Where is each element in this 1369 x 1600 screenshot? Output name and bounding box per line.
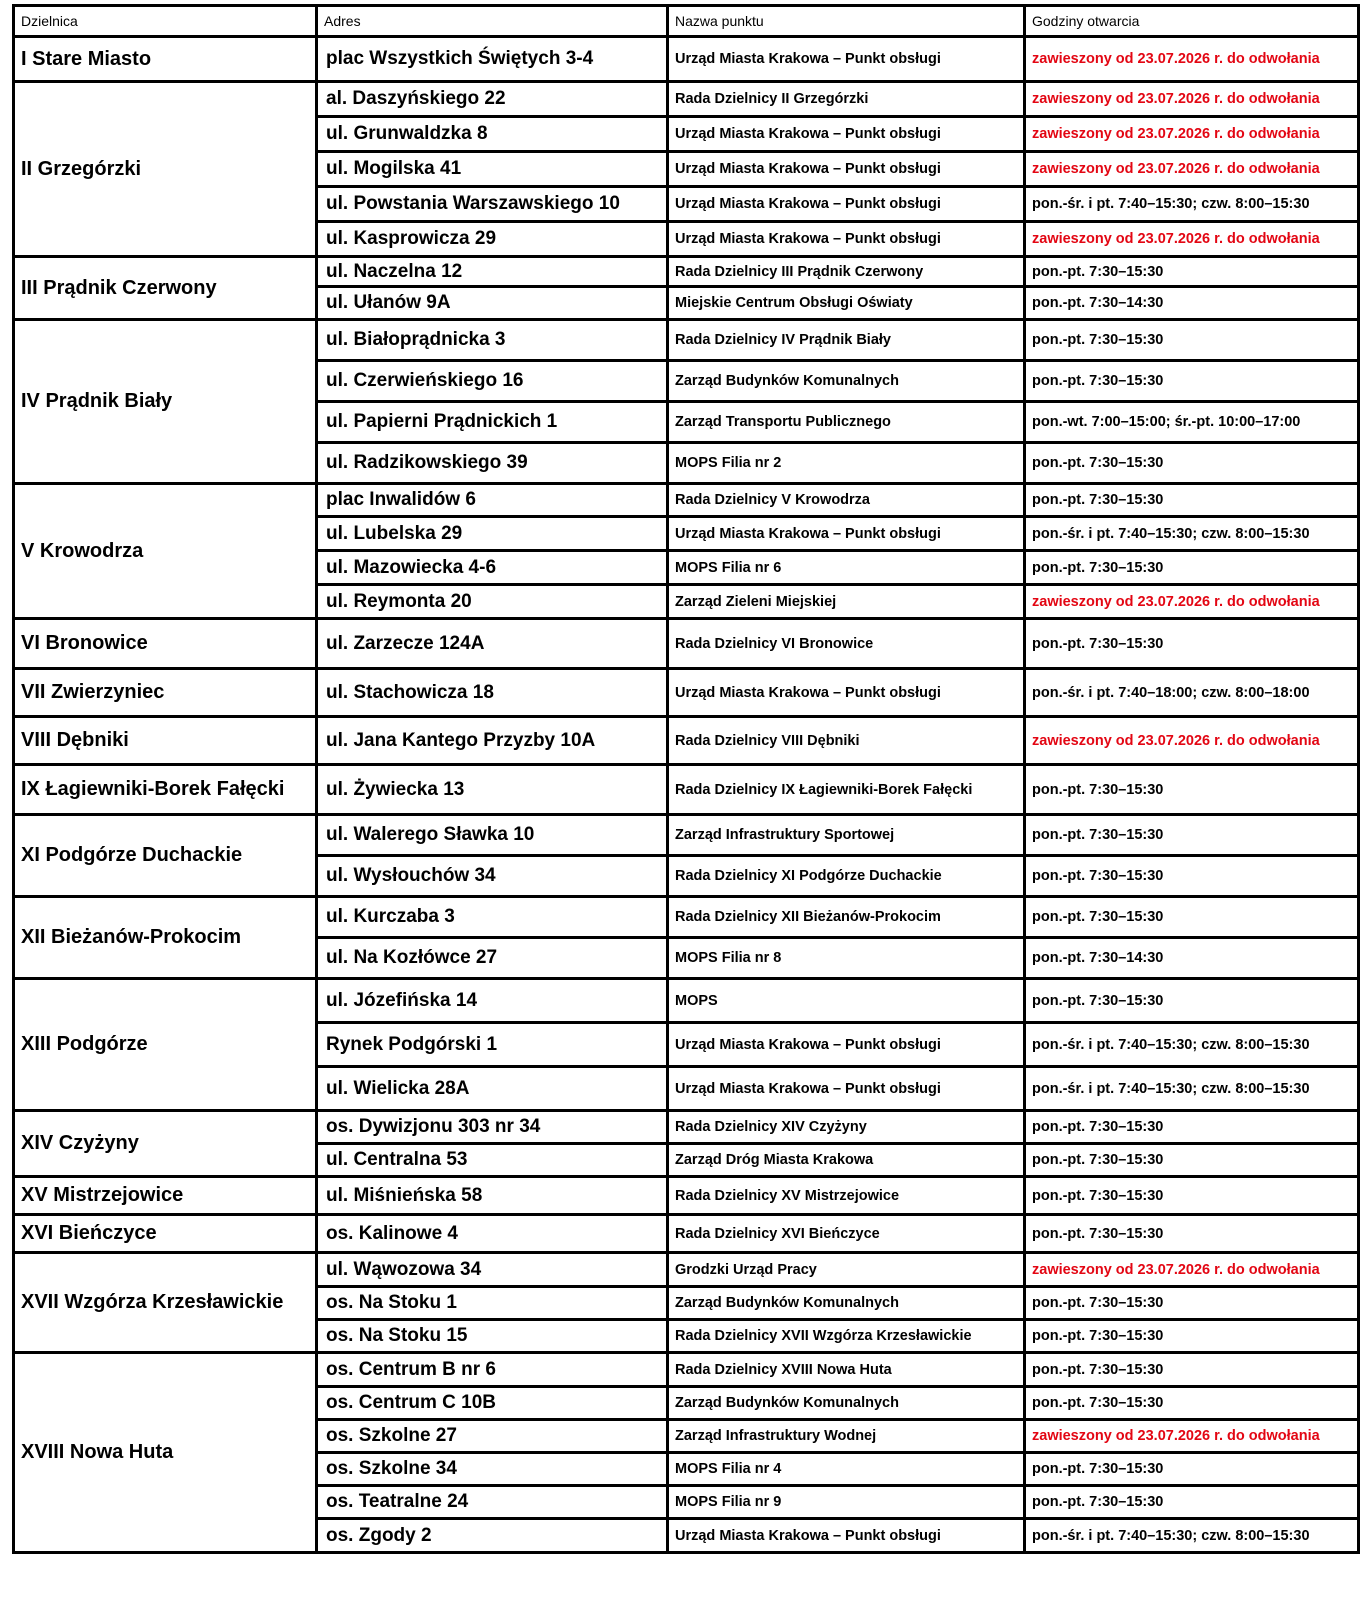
point-name-cell: Miejskie Centrum Obsługi Oświaty xyxy=(668,287,1025,320)
address-cell: ul. Wysłouchów 34 xyxy=(317,856,668,897)
point-name-cell: Rada Dzielnicy XVIII Nowa Huta xyxy=(668,1353,1025,1387)
opening-hours-cell: pon.-pt. 7:30–15:30 xyxy=(1025,897,1359,938)
address-cell: plac Wszystkich Świętych 3-4 xyxy=(317,37,668,82)
district-name: I Stare Miasto xyxy=(14,37,317,82)
point-name-cell: Urząd Miasta Krakowa – Punkt obsługi xyxy=(668,187,1025,222)
table-row xyxy=(14,1353,1359,1387)
address-cell: os. Kalinowe 4 xyxy=(317,1215,668,1253)
point-name-cell: MOPS Filia nr 4 xyxy=(668,1453,1025,1486)
hours-suspended-cell: zawieszony od 23.07.2026 r. do odwołania xyxy=(1025,585,1359,619)
opening-hours-cell: pon.-pt. 7:30–15:30 xyxy=(1025,1111,1359,1144)
hours-suspended-cell: zawieszony od 23.07.2026 r. do odwołania xyxy=(1025,37,1359,82)
opening-hours-cell: pon.-śr. i pt. 7:40–18:00; czw. 8:00–18:00 xyxy=(1025,669,1359,717)
opening-hours-cell: pon.-wt. 7:00–15:00; śr.-pt. 10:00–17:00 xyxy=(1025,402,1359,443)
table-row xyxy=(14,979,1359,1023)
district-name: XV Mistrzejowice xyxy=(14,1177,317,1215)
point-name-cell: Zarząd Infrastruktury Sportowej xyxy=(668,815,1025,856)
opening-hours-cell: pon.-pt. 7:30–15:30 xyxy=(1025,856,1359,897)
point-name-cell: Rada Dzielnicy II Grzegórzki xyxy=(668,82,1025,117)
address-cell: ul. Zarzecze 124A xyxy=(317,619,668,669)
hours-suspended-cell: zawieszony od 23.07.2026 r. do odwołania xyxy=(1025,82,1359,117)
point-name-cell: MOPS Filia nr 6 xyxy=(668,551,1025,585)
point-name-cell: Urząd Miasta Krakowa – Punkt obsługi xyxy=(668,1023,1025,1067)
address-cell: ul. Ułanów 9A xyxy=(317,287,668,320)
point-name-cell: Urząd Miasta Krakowa – Punkt obsługi xyxy=(668,1067,1025,1111)
point-name-cell: Urząd Miasta Krakowa – Punkt obsługi xyxy=(668,117,1025,152)
opening-hours-cell: pon.-pt. 7:30–15:30 xyxy=(1025,1287,1359,1320)
point-name-cell: Grodzki Urząd Pracy xyxy=(668,1253,1025,1287)
table-row xyxy=(14,717,1359,765)
opening-hours-cell: pon.-śr. i pt. 7:40–15:30; czw. 8:00–15:30 xyxy=(1025,517,1359,551)
point-name-cell: Rada Dzielnicy VI Bronowice xyxy=(668,619,1025,669)
district-name: XVIII Nowa Huta xyxy=(14,1353,317,1553)
opening-hours-cell: pon.-pt. 7:30–15:30 xyxy=(1025,1320,1359,1353)
point-name-cell: Zarząd Budynków Komunalnych xyxy=(668,1287,1025,1320)
address-cell: os. Szkolne 34 xyxy=(317,1453,668,1486)
district-name: XII Bieżanów-Prokocim xyxy=(14,897,317,979)
district-name: VII Zwierzyniec xyxy=(14,669,317,717)
address-cell: al. Daszyńskiego 22 xyxy=(317,82,668,117)
address-cell: ul. Powstania Warszawskiego 10 xyxy=(317,187,668,222)
table-row xyxy=(14,815,1359,856)
address-cell: os. Dywizjonu 303 nr 34 xyxy=(317,1111,668,1144)
district-name: V Krowodrza xyxy=(14,484,317,619)
point-name-cell: MOPS Filia nr 9 xyxy=(668,1486,1025,1519)
table-row xyxy=(14,1215,1359,1253)
district-name: XVI Bieńczyce xyxy=(14,1215,317,1253)
address-cell: os. Szkolne 27 xyxy=(317,1420,668,1453)
opening-hours-cell: pon.-śr. i pt. 7:40–15:30; czw. 8:00–15:30 xyxy=(1025,1519,1359,1553)
address-cell: os. Centrum C 10B xyxy=(317,1387,668,1420)
point-name-cell: Urząd Miasta Krakowa – Punkt obsługi xyxy=(668,222,1025,257)
hours-suspended-cell: zawieszony od 23.07.2026 r. do odwołania xyxy=(1025,117,1359,152)
district-name: VI Bronowice xyxy=(14,619,317,669)
table-row xyxy=(14,1111,1359,1144)
header-adres: Adres xyxy=(317,6,668,37)
opening-hours-cell: pon.-śr. i pt. 7:40–15:30; czw. 8:00–15:30 xyxy=(1025,1023,1359,1067)
address-cell: os. Teatralne 24 xyxy=(317,1486,668,1519)
point-name-cell: Zarząd Budynków Komunalnych xyxy=(668,1387,1025,1420)
point-name-cell: MOPS Filia nr 8 xyxy=(668,938,1025,979)
opening-hours-cell: pon.-pt. 7:30–15:30 xyxy=(1025,765,1359,815)
address-cell: Rynek Podgórski 1 xyxy=(317,1023,668,1067)
point-name-cell: Urząd Miasta Krakowa – Punkt obsługi xyxy=(668,1519,1025,1553)
table-row xyxy=(14,1177,1359,1215)
district-name: III Prądnik Czerwony xyxy=(14,257,317,320)
point-name-cell: Rada Dzielnicy III Prądnik Czerwony xyxy=(668,257,1025,287)
address-cell: ul. Naczelna 12 xyxy=(317,257,668,287)
opening-hours-cell: pon.-pt. 7:30–15:30 xyxy=(1025,1144,1359,1177)
address-cell: ul. Reymonta 20 xyxy=(317,585,668,619)
district-name: XVII Wzgórza Krzesławickie xyxy=(14,1253,317,1353)
service-points-table xyxy=(12,4,1360,1554)
address-cell: ul. Białoprądnicka 3 xyxy=(317,320,668,361)
header-dzielnica: Dzielnica xyxy=(14,6,317,37)
table-row xyxy=(14,765,1359,815)
point-name-cell: Rada Dzielnicy XI Podgórze Duchackie xyxy=(668,856,1025,897)
point-name-cell: Rada Dzielnicy IX Łagiewniki-Borek Fałęcki xyxy=(668,765,1025,815)
header-godziny-otwarcia: Godziny otwarcia xyxy=(1025,6,1359,37)
opening-hours-cell: pon.-pt. 7:30–15:30 xyxy=(1025,1387,1359,1420)
opening-hours-cell: pon.-pt. 7:30–15:30 xyxy=(1025,1453,1359,1486)
point-name-cell: Zarząd Transportu Publicznego xyxy=(668,402,1025,443)
opening-hours-cell: pon.-pt. 7:30–15:30 xyxy=(1025,484,1359,517)
district-name: XI Podgórze Duchackie xyxy=(14,815,317,897)
hours-suspended-cell: zawieszony od 23.07.2026 r. do odwołania xyxy=(1025,1253,1359,1287)
address-cell: os. Na Stoku 1 xyxy=(317,1287,668,1320)
opening-hours-cell: pon.-pt. 7:30–15:30 xyxy=(1025,1215,1359,1253)
address-cell: ul. Miśnieńska 58 xyxy=(317,1177,668,1215)
table-header-row xyxy=(14,6,1359,37)
hours-suspended-cell: zawieszony od 23.07.2026 r. do odwołania xyxy=(1025,1420,1359,1453)
address-cell: ul. Stachowicza 18 xyxy=(317,669,668,717)
address-cell: os. Centrum B nr 6 xyxy=(317,1353,668,1387)
point-name-cell: Rada Dzielnicy VIII Dębniki xyxy=(668,717,1025,765)
point-name-cell: Rada Dzielnicy XVII Wzgórza Krzesławickie xyxy=(668,1320,1025,1353)
address-cell: ul. Walerego Sławka 10 xyxy=(317,815,668,856)
point-name-cell: Zarząd Infrastruktury Wodnej xyxy=(668,1420,1025,1453)
address-cell: plac Inwalidów 6 xyxy=(317,484,668,517)
table-row xyxy=(14,37,1359,82)
table-row xyxy=(14,257,1359,287)
address-cell: ul. Józefińska 14 xyxy=(317,979,668,1023)
address-cell: ul. Papierni Prądnickich 1 xyxy=(317,402,668,443)
table-row xyxy=(14,82,1359,117)
address-cell: os. Zgody 2 xyxy=(317,1519,668,1553)
opening-hours-cell: pon.-pt. 7:30–15:30 xyxy=(1025,619,1359,669)
point-name-cell: Rada Dzielnicy XIV Czyżyny xyxy=(668,1111,1025,1144)
table-row xyxy=(14,619,1359,669)
address-cell: ul. Żywiecka 13 xyxy=(317,765,668,815)
opening-hours-cell: pon.-pt. 7:30–15:30 xyxy=(1025,1177,1359,1215)
opening-hours-cell: pon.-śr. i pt. 7:40–15:30; czw. 8:00–15:30 xyxy=(1025,1067,1359,1111)
district-name: XIII Podgórze xyxy=(14,979,317,1111)
address-cell: ul. Mazowiecka 4-6 xyxy=(317,551,668,585)
address-cell: ul. Centralna 53 xyxy=(317,1144,668,1177)
header-nazwa-punktu: Nazwa punktu xyxy=(668,6,1025,37)
point-name-cell: Urząd Miasta Krakowa – Punkt obsługi xyxy=(668,37,1025,82)
table-body xyxy=(14,37,1359,1553)
district-name: XIV Czyżyny xyxy=(14,1111,317,1177)
table-row xyxy=(14,484,1359,517)
opening-hours-cell: pon.-pt. 7:30–15:30 xyxy=(1025,443,1359,484)
address-cell: os. Na Stoku 15 xyxy=(317,1320,668,1353)
point-name-cell: Rada Dzielnicy XV Mistrzejowice xyxy=(668,1177,1025,1215)
point-name-cell: MOPS xyxy=(668,979,1025,1023)
district-name: IV Prądnik Biały xyxy=(14,320,317,484)
point-name-cell: Rada Dzielnicy V Krowodrza xyxy=(668,484,1025,517)
opening-hours-cell: pon.-pt. 7:30–15:30 xyxy=(1025,361,1359,402)
point-name-cell: Urząd Miasta Krakowa – Punkt obsługi xyxy=(668,517,1025,551)
address-cell: ul. Wielicka 28A xyxy=(317,1067,668,1111)
point-name-cell: Zarząd Budynków Komunalnych xyxy=(668,361,1025,402)
district-name: II Grzegórzki xyxy=(14,82,317,257)
hours-suspended-cell: zawieszony od 23.07.2026 r. do odwołania xyxy=(1025,222,1359,257)
point-name-cell: Rada Dzielnicy XVI Bieńczyce xyxy=(668,1215,1025,1253)
table-row xyxy=(14,1253,1359,1287)
address-cell: ul. Radzikowskiego 39 xyxy=(317,443,668,484)
address-cell: ul. Mogilska 41 xyxy=(317,152,668,187)
address-cell: ul. Wąwozowa 34 xyxy=(317,1253,668,1287)
hours-suspended-cell: zawieszony od 23.07.2026 r. do odwołania xyxy=(1025,152,1359,187)
address-cell: ul. Grunwaldzka 8 xyxy=(317,117,668,152)
point-name-cell: Urząd Miasta Krakowa – Punkt obsługi xyxy=(668,152,1025,187)
document-page xyxy=(12,4,1360,1554)
opening-hours-cell: pon.-pt. 7:30–15:30 xyxy=(1025,320,1359,361)
opening-hours-cell: pon.-pt. 7:30–14:30 xyxy=(1025,287,1359,320)
point-name-cell: MOPS Filia nr 2 xyxy=(668,443,1025,484)
opening-hours-cell: pon.-pt. 7:30–15:30 xyxy=(1025,257,1359,287)
point-name-cell: Rada Dzielnicy IV Prądnik Biały xyxy=(668,320,1025,361)
table-row xyxy=(14,897,1359,938)
address-cell: ul. Kurczaba 3 xyxy=(317,897,668,938)
opening-hours-cell: pon.-śr. i pt. 7:40–15:30; czw. 8:00–15:30 xyxy=(1025,187,1359,222)
opening-hours-cell: pon.-pt. 7:30–15:30 xyxy=(1025,1353,1359,1387)
opening-hours-cell: pon.-pt. 7:30–15:30 xyxy=(1025,815,1359,856)
address-cell: ul. Na Kozłówce 27 xyxy=(317,938,668,979)
table-row xyxy=(14,669,1359,717)
point-name-cell: Zarząd Dróg Miasta Krakowa xyxy=(668,1144,1025,1177)
opening-hours-cell: pon.-pt. 7:30–14:30 xyxy=(1025,938,1359,979)
opening-hours-cell: pon.-pt. 7:30–15:30 xyxy=(1025,551,1359,585)
address-cell: ul. Kasprowicza 29 xyxy=(317,222,668,257)
point-name-cell: Urząd Miasta Krakowa – Punkt obsługi xyxy=(668,669,1025,717)
address-cell: ul. Czerwieńskiego 16 xyxy=(317,361,668,402)
address-cell: ul. Lubelska 29 xyxy=(317,517,668,551)
point-name-cell: Zarząd Zieleni Miejskiej xyxy=(668,585,1025,619)
district-name: IX Łagiewniki-Borek Fałęcki xyxy=(14,765,317,815)
address-cell: ul. Jana Kantego Przyzby 10A xyxy=(317,717,668,765)
opening-hours-cell: pon.-pt. 7:30–15:30 xyxy=(1025,1486,1359,1519)
point-name-cell: Rada Dzielnicy XII Bieżanów-Prokocim xyxy=(668,897,1025,938)
district-name: VIII Dębniki xyxy=(14,717,317,765)
hours-suspended-cell: zawieszony od 23.07.2026 r. do odwołania xyxy=(1025,717,1359,765)
opening-hours-cell: pon.-pt. 7:30–15:30 xyxy=(1025,979,1359,1023)
table-row xyxy=(14,320,1359,361)
